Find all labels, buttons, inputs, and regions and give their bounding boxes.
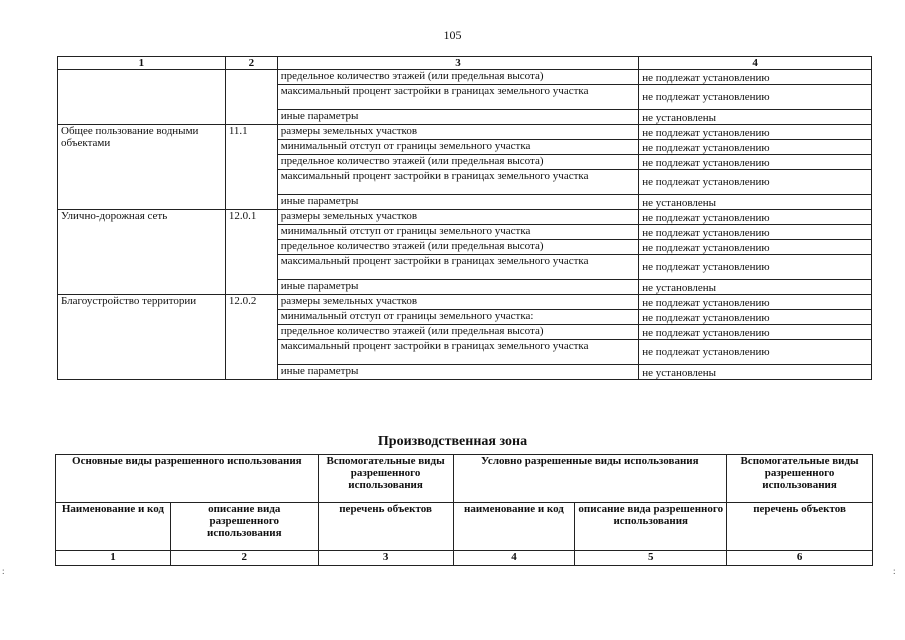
table-row bbox=[58, 295, 872, 310]
sub-header-cell: перечень объектов bbox=[318, 503, 453, 551]
parameter-value: не подлежат установлению bbox=[639, 310, 872, 325]
section-title: Производственная зона bbox=[377, 434, 528, 449]
parameter-name: минимальный отступ от границы земельного участка: bbox=[277, 310, 638, 325]
sub-header-cell: описание вида разрешенного использования bbox=[170, 503, 318, 551]
use-name: Благоустройство территории bbox=[58, 295, 226, 380]
parameter-value: не подлежат установлению bbox=[639, 240, 872, 255]
parameter-name: максимальный процент застройки в границах земельного участка bbox=[277, 255, 638, 280]
header-aux-uses-1: Вспомогательные виды разрешенного использования bbox=[318, 455, 453, 503]
margin-mark: : bbox=[893, 566, 896, 576]
column-header: 1 bbox=[58, 57, 226, 70]
parameter-name: иные параметры bbox=[277, 365, 638, 380]
parameter-name: предельное количество этажей (или предельная высота) bbox=[277, 155, 638, 170]
parameters-table bbox=[57, 56, 872, 380]
parameter-value: не подлежат установлению bbox=[639, 170, 872, 195]
column-number: 2 bbox=[170, 551, 318, 566]
header-conditional-uses: Условно разрешенные виды использования bbox=[453, 455, 727, 503]
parameter-value: не установлены bbox=[639, 365, 872, 380]
page-number: 105 bbox=[443, 28, 462, 42]
parameter-value: не установлены bbox=[639, 110, 872, 125]
use-code: 12.0.2 bbox=[225, 295, 277, 380]
column-header: 2 bbox=[225, 57, 277, 70]
parameter-value: не подлежат установлению bbox=[639, 125, 872, 140]
sub-header-cell: Наименование и код bbox=[56, 503, 171, 551]
parameter-name: предельное количество этажей (или предельная высота) bbox=[277, 70, 638, 85]
parameter-name: максимальный процент застройки в границах земельного участка bbox=[277, 85, 638, 110]
parameter-name: предельное количество этажей (или предельная высота) bbox=[277, 325, 638, 340]
parameter-value: не подлежат установлению bbox=[639, 225, 872, 240]
parameter-name: максимальный процент застройки в границах земельного участка bbox=[277, 170, 638, 195]
column-number: 6 bbox=[727, 551, 873, 566]
column-number: 3 bbox=[318, 551, 453, 566]
column-number: 4 bbox=[453, 551, 575, 566]
use-name bbox=[58, 70, 226, 125]
parameter-value: не подлежат установлению bbox=[639, 140, 872, 155]
parameter-name: размеры земельных участков bbox=[277, 125, 638, 140]
sub-header-cell: перечень объектов bbox=[727, 503, 873, 551]
column-header: 3 bbox=[277, 57, 638, 70]
use-name: Улично-дорожная сеть bbox=[58, 210, 226, 295]
parameter-name: иные параметры bbox=[277, 110, 638, 125]
margin-mark: : bbox=[2, 566, 5, 576]
parameter-name: иные параметры bbox=[277, 280, 638, 295]
parameter-name: максимальный процент застройки в границах земельного участка bbox=[277, 340, 638, 365]
parameter-value: не установлены bbox=[639, 195, 872, 210]
parameter-name: размеры земельных участков bbox=[277, 295, 638, 310]
sub-header-cell: наименование и код bbox=[453, 503, 575, 551]
use-code: 12.0.1 bbox=[225, 210, 277, 295]
column-number: 5 bbox=[575, 551, 727, 566]
parameter-name: иные параметры bbox=[277, 195, 638, 210]
parameter-name: размеры земельных участков bbox=[277, 210, 638, 225]
header-aux-uses-2: Вспомогательные виды разрешенного использования bbox=[727, 455, 873, 503]
header-main-uses: Основные виды разрешенного использования bbox=[56, 455, 319, 503]
parameter-value: не установлены bbox=[639, 280, 872, 295]
parameter-value: не подлежат установлению bbox=[639, 255, 872, 280]
parameter-value: не подлежат установлению bbox=[639, 85, 872, 110]
table-row bbox=[58, 70, 872, 85]
parameter-name: минимальный отступ от границы земельного участка bbox=[277, 225, 638, 240]
table-row bbox=[58, 210, 872, 225]
column-header: 4 bbox=[639, 57, 872, 70]
column-number: 1 bbox=[56, 551, 171, 566]
use-code: 11.1 bbox=[225, 125, 277, 210]
parameter-value: не подлежат установлению bbox=[639, 325, 872, 340]
table-row bbox=[58, 125, 872, 140]
parameter-name: минимальный отступ от границы земельного участка bbox=[277, 140, 638, 155]
parameter-value: не подлежат установлению bbox=[639, 295, 872, 310]
parameter-value: не подлежат установлению bbox=[639, 70, 872, 85]
parameter-value: не подлежат установлению bbox=[639, 155, 872, 170]
parameter-value: не подлежат установлению bbox=[639, 210, 872, 225]
parameter-value: не подлежат установлению bbox=[639, 340, 872, 365]
use-code bbox=[225, 70, 277, 125]
sub-header-cell: описание вида разрешенного использования bbox=[575, 503, 727, 551]
use-name: Общее пользование водными объектами bbox=[58, 125, 226, 210]
production-zone-table bbox=[55, 454, 873, 566]
parameter-name: предельное количество этажей (или предельная высота) bbox=[277, 240, 638, 255]
